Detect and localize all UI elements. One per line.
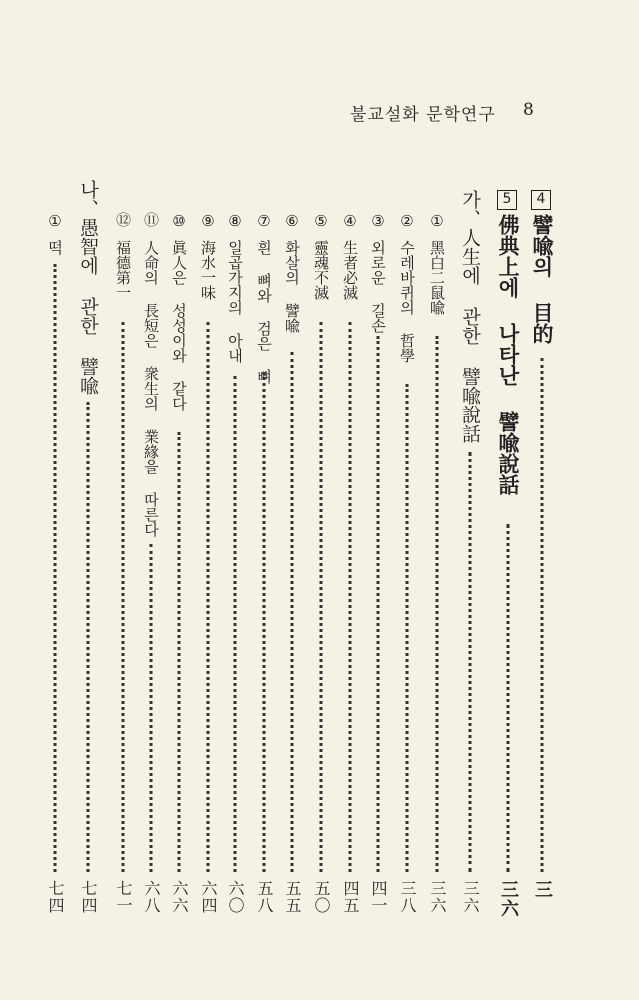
dot-leader [122,322,125,872]
toc-entry-title: 生者必滅 [341,240,359,300]
toc-entry-page: 六八 [142,880,161,914]
toc-entry-title: 佛典上에 나타난 譬喩說話 [496,214,521,495]
dot-leader [436,336,439,872]
toc-entry-page: 四五 [341,880,360,914]
item-number: ⑨ [199,212,217,230]
page-number: 8 [523,100,534,120]
dot-leader [320,322,323,872]
toc-entry-section-4 [530,0,554,1000]
book-title: 불교설화 문학연구 [350,105,496,125]
toc-entry-page: 七一 [114,880,133,914]
toc-entry-title: 외로운 길손 [369,240,387,333]
dot-leader [263,372,266,872]
toc-entry-item-9 [196,0,220,1000]
toc-entry-sub-item-1 [43,0,67,1000]
toc-entry-subsection-na [76,0,100,1000]
dot-leader [507,524,510,872]
toc-entry-page: 三 [532,880,553,899]
toc-entry-item-6 [280,0,304,1000]
dot-leader [87,402,90,872]
toc-entry-item-4 [338,0,362,1000]
toc-entry-item-7 [252,0,276,1000]
toc-entry-title: 일곱가지의 아내 [226,240,244,363]
toc-entry-section-5 [496,0,520,1000]
toc-entry-title: 人命의 長短은 衆生의 業緣을 따른다 [142,240,160,537]
dot-leader [291,352,294,872]
item-number: ⑧ [226,212,244,230]
item-number: ③ [369,212,387,230]
item-number: ⑩ [170,212,188,230]
item-number: ⑫ [114,212,132,227]
toc-entry-title: 海水一味 [199,240,217,300]
item-number: ⑤ [312,212,330,230]
toc-entry-title: 떡 [46,240,64,255]
toc-entry-item-3 [366,0,390,1000]
toc-entry-title: 眞人은 성성이와 같다 [170,240,188,411]
toc-entry-page: 五八 [255,880,274,914]
toc-entry-page: 七四 [79,880,98,914]
toc-entry-title: 譬喩의 目的 [530,214,555,344]
section-number-box: 4 [531,190,551,210]
toc-entry-item-8 [223,0,247,1000]
item-number: ① [46,212,64,230]
toc-entry-title: 나、愚智에 관한 譬喩 [77,180,99,395]
dot-leader [54,264,57,872]
item-number: ⑪ [142,212,160,227]
item-number: ⑦ [255,212,273,230]
toc-entry-title: 가、人生에 관한 譬喩說話 [459,190,481,443]
toc-entry-page: 六四 [199,880,218,914]
dot-leader [469,452,472,872]
toc-entry-title: 화살의 譬喩 [283,240,301,333]
item-number: ② [398,212,416,230]
toc-entry-page: 六六 [170,880,189,914]
toc-entry-page: 五五 [283,880,302,914]
toc-entry-page: 三六 [498,880,519,918]
toc-entry-page: 三六 [428,880,447,914]
toc-entry-page: 七四 [46,880,65,914]
item-number: ④ [341,212,359,230]
dot-leader [207,322,210,872]
dot-leader [349,322,352,872]
toc-entry-page: 三八 [398,880,417,914]
toc-entry-item-2 [395,0,419,1000]
dot-leader [234,376,237,872]
item-number: ⑥ [283,212,301,230]
toc-entry-title: 福德第一 [114,240,132,300]
dot-leader [377,336,380,872]
toc-entry-page: 三六 [461,880,480,914]
dot-leader [541,358,544,872]
toc-entry-title: 수레바퀴의 哲學 [398,240,416,363]
toc-entry-page: 四一 [369,880,388,914]
item-number: ① [428,212,446,230]
toc-entry-title: 靈魂不滅 [312,240,330,300]
toc-entry-page: 六〇 [226,880,245,914]
toc-entry-item-11 [139,0,163,1000]
toc-entry-item-5 [309,0,333,1000]
toc-entry-item-10 [167,0,191,1000]
toc-entry-title: 흰 뼈와 검은 뼈 [255,240,273,384]
toc-entry-page: 五〇 [312,880,331,914]
toc-entry-subsection-ga [458,0,482,1000]
dot-leader [406,384,409,872]
toc-entry-item-12 [111,0,135,1000]
toc-entry-title: 黑白二鼠喩 [428,240,446,315]
toc-entry-item-1 [425,0,449,1000]
dot-leader [150,544,153,872]
dot-leader [178,432,181,872]
section-number-box: 5 [497,190,517,210]
